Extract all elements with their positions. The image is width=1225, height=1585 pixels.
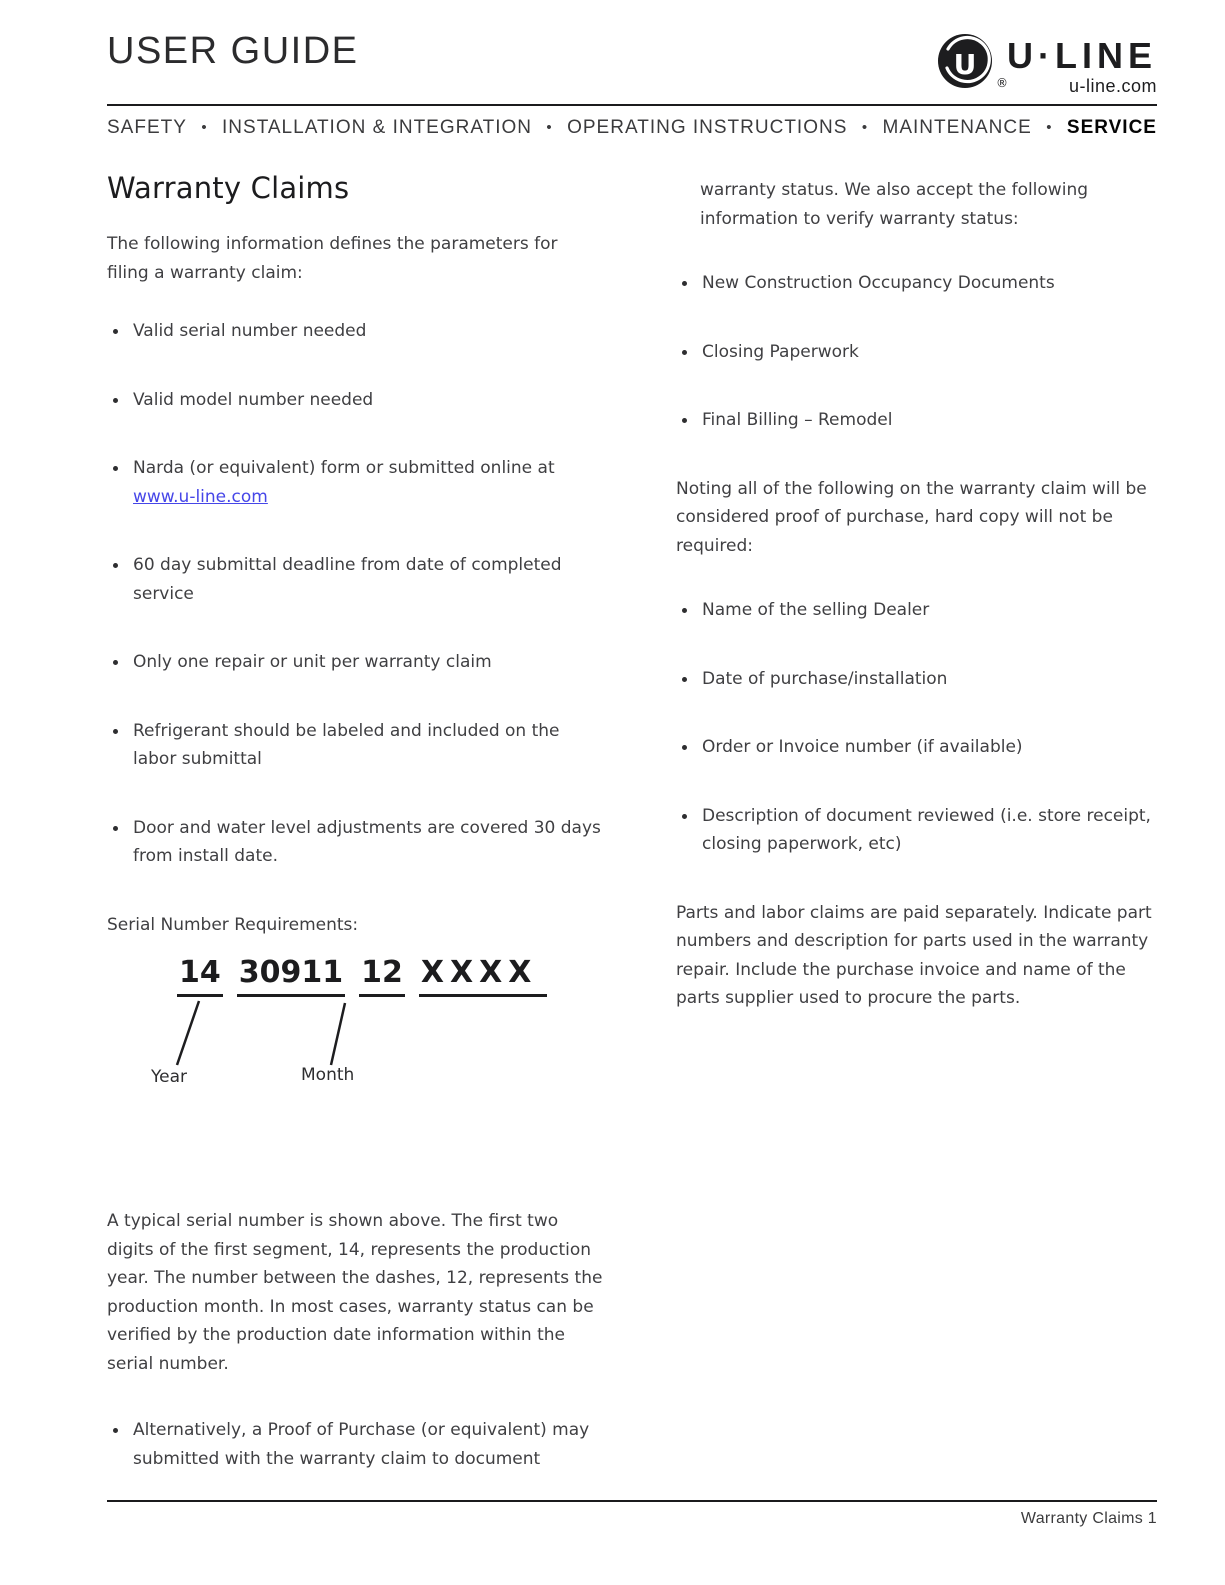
alternative-list [107, 1416, 603, 1473]
list-item [676, 406, 1157, 435]
list-item [107, 814, 603, 871]
list-item [107, 551, 603, 608]
list-item [107, 1416, 603, 1473]
parts-labor-paragraph: Parts and labor claims are paid separately. Indicate part numbers and description for parts used in the warranty repair. Include the purchase invoice and name of the parts supplier used to procure the parts. [676, 902, 1152, 1008]
list-item-text: Refrigerant should be labeled and included on the labor submittal [133, 720, 560, 769]
list-item-text: Date of purchase/installation [702, 668, 948, 689]
brand-block [937, 30, 1157, 96]
list-item-text: Description of document reviewed (i.e. store receipt, closing paperwork, etc) [702, 805, 1151, 854]
category-nav [107, 115, 1157, 141]
uline-logo [937, 30, 1007, 92]
claim-requirements-list [107, 317, 603, 871]
nav-separator-icon: • [1046, 119, 1053, 136]
list-item [107, 717, 603, 774]
nav-item-service: SERVICE [1066, 117, 1157, 138]
proof-of-purchase-paragraph: Noting all of the following on the warranty claim will be considered proof of purchase, hard copy will not be required: [676, 478, 1147, 556]
left-column [107, 170, 603, 1513]
list-item-text: Door and water level adjustments are covered 30 days from install date. [133, 817, 601, 866]
serial-explanation-paragraph: A typical serial number is shown above. The first two digits of the first segment, 14, represents the production year. The number between the dashes, 12, represents the production month. In most cases, warranty status can be verified by the production date information within the serial number. [107, 1211, 603, 1374]
list-item-text: Alternatively, a Proof of Purchase (or equivalent) may submitted with the warranty claim to document [133, 1420, 590, 1469]
intro-paragraph: The following information defines the parameters for filing a warranty claim: [107, 234, 558, 283]
list-item-text: Valid serial number needed [133, 321, 367, 341]
list-item [676, 269, 1157, 298]
header-rule [107, 104, 1157, 106]
nav-separator-icon: • [546, 119, 553, 136]
list-item [107, 386, 603, 415]
nav-separator-icon: • [201, 119, 208, 136]
year-label: Year [151, 1067, 187, 1087]
month-label: Month [301, 1065, 355, 1085]
nav-item-maintenance: MAINTENANCE [882, 117, 1032, 138]
list-item-text: New Construction Occupancy Documents [702, 273, 1055, 293]
list-item-text: Narda (or equivalent) form or submitted online at [133, 458, 555, 478]
month-pointer-line [331, 1003, 345, 1065]
list-item-text: Closing Paperwork [702, 341, 859, 362]
list-item [676, 596, 1157, 625]
nav-item-installation-integration: INSTALLATION & INTEGRATION [222, 117, 532, 138]
right-column [676, 170, 1157, 1049]
uline-circle-logo-icon [937, 33, 993, 89]
serial-segment-model: 30911 [237, 953, 345, 997]
list-item [676, 665, 1157, 694]
list-item-text: Final Billing – Remodel [702, 410, 893, 430]
serial-requirements-label: Serial Number Requirements: [107, 914, 359, 935]
brand-text [1007, 30, 1157, 96]
logo-letter: U [953, 48, 977, 81]
list-item-text: Valid model number needed [133, 389, 374, 410]
serial-number-diagram [107, 953, 603, 1103]
list-item-text: Name of the selling Dealer [702, 600, 930, 620]
proof-details-list [676, 596, 1157, 859]
list-item-text: 60 day submittal deadline from date of completed service [133, 555, 562, 604]
list-item-text: Order or Invoice number (if available) [702, 737, 1023, 757]
brand-site: u-line.com [1068, 76, 1157, 96]
section-heading: Warranty Claims [107, 171, 350, 205]
year-pointer-line [177, 1001, 199, 1065]
list-item-narda [107, 454, 603, 511]
serial-segment-sequence: XXXX [419, 953, 548, 997]
list-item [676, 733, 1157, 762]
registered-mark: ® [996, 76, 1008, 90]
serial-segment-month: 12 [359, 953, 405, 997]
nav-item-safety: SAFETY [107, 117, 187, 138]
nav-item-operating-instructions: OPERATING INSTRUCTIONS [567, 117, 848, 138]
list-item-text: Only one repair or unit per warranty claim [133, 652, 492, 672]
verification-documents-list [676, 269, 1157, 435]
list-item [107, 648, 603, 677]
list-item [676, 338, 1157, 367]
page-title: USER GUIDE [107, 30, 359, 72]
list-item [676, 802, 1157, 859]
footer-rule [107, 1500, 1157, 1502]
nav-separator-icon: • [861, 119, 869, 136]
page-number: Warranty Claims 1 [1020, 1510, 1157, 1527]
serial-segment-year: 14 [177, 953, 223, 997]
brand-wordmark: U·LINE [1007, 35, 1157, 76]
continuation-paragraph: warranty status. We also accept the following information to verify warranty status: [700, 180, 1089, 229]
uline-website-link[interactable]: www.u-line.com [133, 486, 268, 507]
list-item [107, 317, 603, 346]
